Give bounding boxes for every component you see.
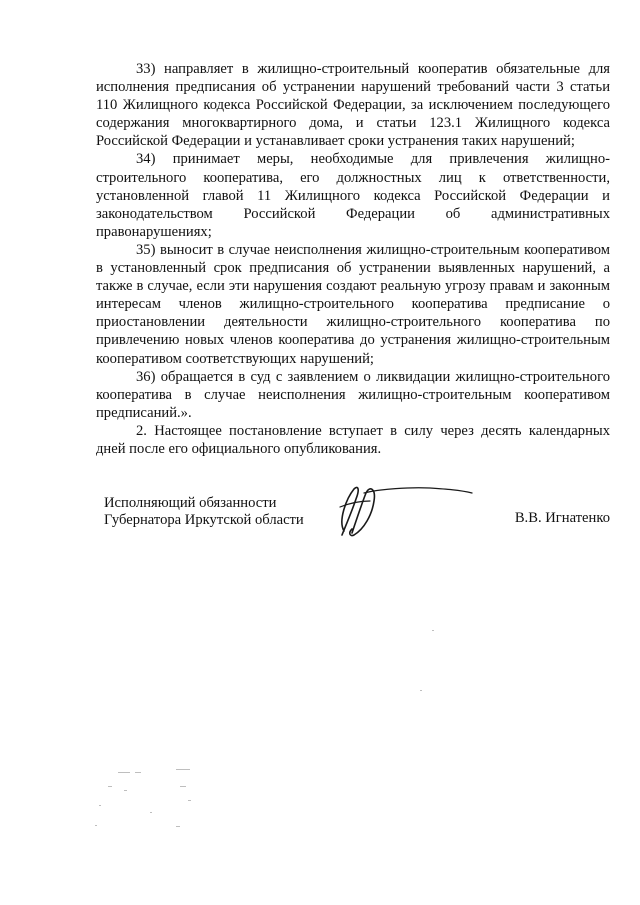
paragraph-2-effective-date: 2. Настоящее постановление вступает в силу через десять календарных дней после его официального опубликования.: [96, 422, 610, 457]
paragraph-34: 34) принимает меры, необходимые для привлечения жилищно-строительного кооператива, его должностных лиц к ответственности, установленной главой 11 Жилищного кодекса Российской Федерации и законодательством Российской Федерации об административных правонарушениях;: [96, 151, 610, 240]
signatory-title-line-1: Исполняющий обязанности: [104, 495, 277, 511]
paragraph-33: 33) направляет в жилищно-строительный кооператив обязательные для исполнения предписания об устранении нарушений требований части 3 статьи 110 Жилищного кодекса Российской Федерации, за исключением последующего содержания многоквартирного дома, и статьи 123.1 Жилищного кодекса Российской Федерации и устанавливает сроки устранения таких нарушений;: [96, 61, 610, 150]
signature-block: [104, 495, 614, 555]
signatory-title-line-2: Губернатора Иркутской области: [104, 511, 304, 528]
document-body: [96, 60, 610, 458]
handwritten-signature: [330, 481, 480, 539]
signatory-title: [104, 495, 304, 528]
paragraph-36: 36) обращается в суд с заявлением о ликвидации жилищно-строительного кооператива в случае неисполнения жилищно-строительным кооперативом предписаний.».: [96, 368, 610, 421]
paragraph-35: 35) выносит в случае неисполнения жилищно-строительным кооперативом в установленный срок предписания об устранении выявленных нарушений, а также в случае, если эти нарушения создают реальную угрозу правам и законным интересам членов жилищно-строительного кооператива предписание о приостановлении деятельности жилищно-строительного кооператива по привлечению новых членов кооператива до устранения жилищно-строительным кооперативом соответствующих нарушений;: [96, 241, 610, 367]
signatory-name: В.В. Игнатенко: [514, 510, 610, 526]
